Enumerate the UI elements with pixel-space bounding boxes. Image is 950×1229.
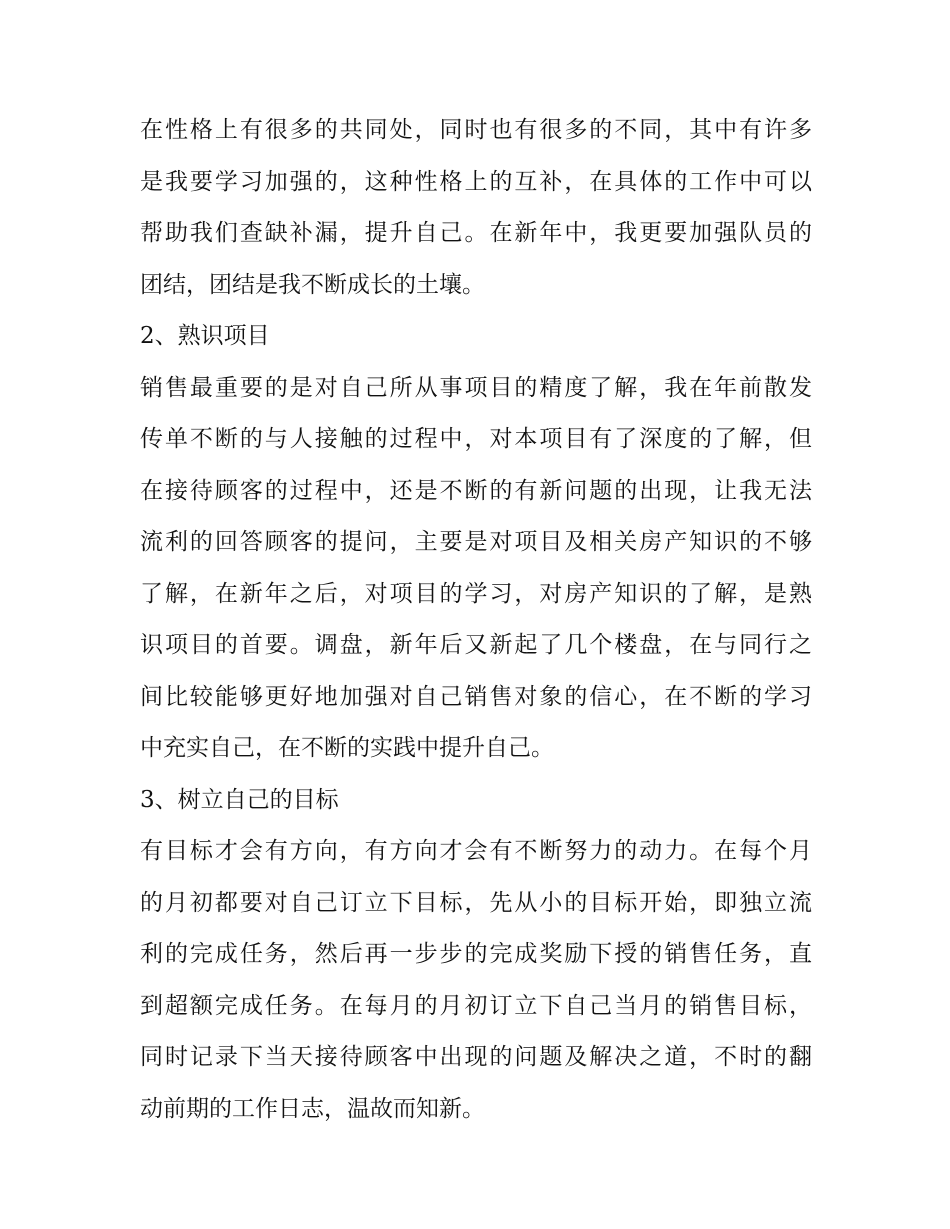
section-heading-know-project bbox=[140, 311, 812, 363]
paragraph-know-project bbox=[140, 363, 812, 775]
text-line: 的月初都要对自己订立下目标，先从小的目标开始，即独立流 bbox=[140, 889, 812, 916]
text-line: 团结，团结是我不断成长的土壤。 bbox=[140, 271, 485, 298]
document-body bbox=[140, 105, 812, 1135]
text-line: 是我要学习加强的，这种性格上的互补，在具体的工作中可以 bbox=[140, 168, 812, 195]
text-line: 了解，在新年之后，对项目的学习，对房产知识的了解，是熟 bbox=[140, 580, 812, 607]
text-line: 间比较能够更好地加强对自己销售对象的信心，在不断的学习 bbox=[140, 683, 812, 710]
text-line: 动前期的工作日志，温故而知新。 bbox=[140, 1095, 485, 1122]
text-line: 到超额完成任务。在每月的月初订立下自己当月的销售目标， bbox=[140, 992, 812, 1019]
heading-text: 3、树立自己的目标 bbox=[140, 786, 339, 813]
text-line: 销售最重要的是对自己所从事项目的精度了解，我在年前散发 bbox=[140, 374, 812, 401]
paragraph-teamwork bbox=[140, 105, 812, 311]
text-line: 流利的回答顾客的提问，主要是对项目及相关房产知识的不够 bbox=[140, 529, 812, 555]
text-line: 在性格上有很多的共同处，同时也有很多的不同，其中有许多 bbox=[140, 117, 812, 143]
text-line: 帮助我们查缺补漏，提升自己。在新年中，我更要加强队员的 bbox=[140, 220, 812, 246]
text-line: 利的完成任务，然后再一步步的完成奖励下授的销售任务，直 bbox=[140, 941, 812, 967]
heading-text: 2、熟识项目 bbox=[140, 323, 270, 349]
text-line: 同时记录下当天接待顾客中出现的问题及解决之道，不时的翻 bbox=[140, 1044, 812, 1070]
section-heading-set-goals bbox=[140, 775, 812, 827]
text-line: 有目标才会有方向，有方向才会有不断努力的动力。在每个月 bbox=[140, 838, 812, 864]
text-line: 识项目的首要。调盘，新年后又新起了几个楼盘，在与同行之 bbox=[140, 632, 812, 658]
text-line: 在接待顾客的过程中，还是不断的有新问题的出现，让我无法 bbox=[140, 477, 812, 504]
paragraph-set-goals bbox=[140, 826, 812, 1135]
text-line: 传单不断的与人接触的过程中，对本项目有了深度的了解，但 bbox=[140, 426, 812, 452]
text-line: 中充实自己，在不断的实践中提升自己。 bbox=[140, 735, 554, 761]
